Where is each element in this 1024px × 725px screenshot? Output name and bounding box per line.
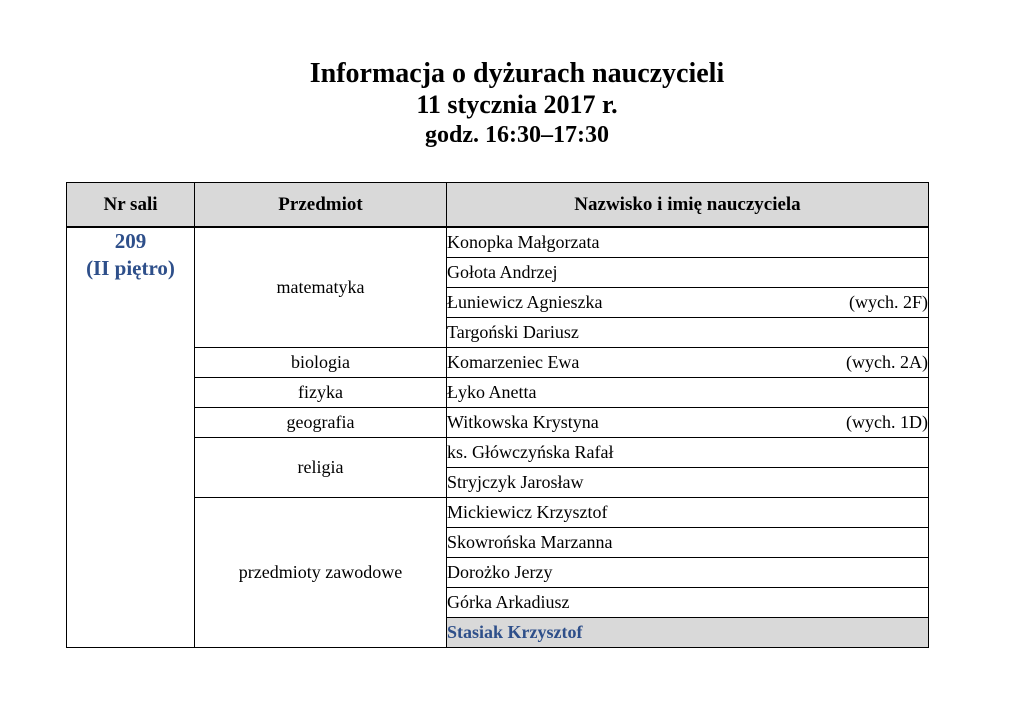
teacher-note: (wych. 2F) — [849, 292, 928, 312]
teacher-cell — [447, 588, 929, 618]
teacher-cell — [447, 408, 929, 438]
table-row — [67, 227, 929, 258]
document-title: Informacja o dyżurach nauczycieli — [309, 58, 725, 89]
teacher-note: (wych. 1D) — [846, 412, 928, 432]
document-time: godz. 16:30–17:30 — [425, 122, 609, 148]
teacher-cell — [447, 468, 929, 498]
subject-cell: geografia — [195, 408, 447, 438]
subject-cell: fizyka — [195, 378, 447, 408]
teacher-cell — [447, 318, 929, 348]
teacher-name: Górka Arkadiusz — [447, 592, 570, 612]
teacher-cell — [447, 378, 929, 408]
teacher-name: Łyko Anetta — [447, 382, 537, 402]
column-header-room: Nr sali — [67, 183, 195, 228]
document-title-block — [0, 58, 1024, 150]
teacher-cell — [447, 438, 929, 468]
table-row — [67, 438, 929, 468]
teacher-name: ks. Główczyńska Rafał — [447, 442, 614, 462]
subject-cell: przedmioty zawodowe — [195, 498, 447, 648]
teacher-cell — [447, 348, 929, 378]
subject-cell: religia — [195, 438, 447, 498]
teacher-cell — [447, 227, 929, 258]
column-header-subject: Przedmiot — [195, 183, 447, 228]
teacher-name: Gołota Andrzej — [447, 262, 558, 282]
subject-cell: matematyka — [195, 227, 447, 348]
teacher-note: (wych. 2A) — [846, 352, 928, 372]
teacher-cell — [447, 528, 929, 558]
room-cell — [67, 227, 195, 648]
teacher-name: Stasiak Krzysztof — [447, 622, 583, 642]
teacher-cell — [447, 618, 929, 648]
teacher-name: Łuniewicz Agnieszka — [447, 292, 603, 312]
teacher-cell — [447, 258, 929, 288]
table-header-row — [67, 183, 929, 228]
teacher-cell — [447, 288, 929, 318]
teacher-cell — [447, 558, 929, 588]
teacher-name: Mickiewicz Krzysztof — [447, 502, 608, 522]
table-row — [67, 348, 929, 378]
teacher-name: Skowrońska Marzanna — [447, 532, 613, 552]
table-row — [67, 408, 929, 438]
room-floor: (II piętro) — [86, 256, 175, 280]
teacher-name: Targoński Dariusz — [447, 322, 579, 342]
document-date: 11 stycznia 2017 r. — [416, 90, 618, 119]
teacher-cell — [447, 498, 929, 528]
table-row — [67, 378, 929, 408]
table-row — [67, 498, 929, 528]
column-header-teacher: Nazwisko i imię nauczyciela — [447, 183, 929, 228]
teacher-name: Konopka Małgorzata — [447, 232, 600, 252]
teacher-name: Dorożko Jerzy — [447, 562, 553, 582]
teacher-name: Komarzeniec Ewa — [447, 352, 580, 372]
teacher-name: Witkowska Krystyna — [447, 412, 599, 432]
room-number: 209 — [114, 229, 147, 253]
subject-cell: biologia — [195, 348, 447, 378]
teacher-name: Stryjczyk Jarosław — [447, 472, 584, 492]
duty-table — [66, 182, 929, 648]
